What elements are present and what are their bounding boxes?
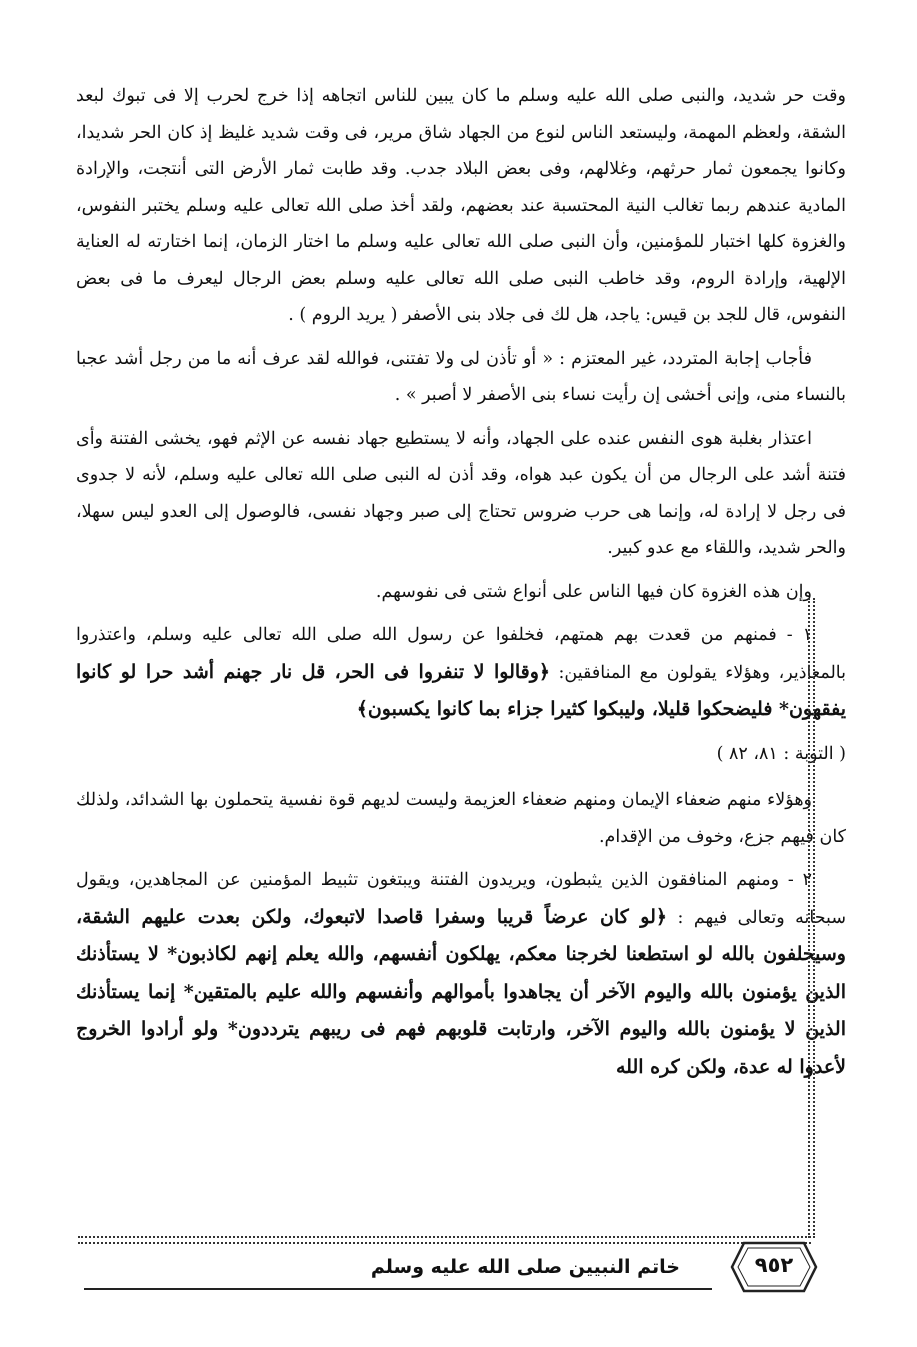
paragraph-intro: ١ - فمنهم من قعدت بهم همتهم، فخلفوا عن رسول الله صلى الله تعالى عليه وسلم، واعتذروا بالمعاذير، وهؤلاء يقولون مع المنافقين: [76, 625, 846, 683]
paragraph: اعتذار بغلبة هوى النفس عنده على الجهاد، وأنه لا يستطيع جهاد نفسه عن الإثم فهو، يخشى الفتنة وأى فتنة أشد على الرجال من أن يكون عبد هواه، وقد أذن له النبى صلى الله تعالى عليه وسلم، لأنه لا جدوى فى رجل لا إرادة له، وإنما هى حرب ضروس تحتاج إلى صبر وجهاد نفسى، فالوصول إلى العدو ليس سهلا، والحر شديد، واللقاء مع عدو كبير. [76, 428, 846, 558]
page-body [76, 78, 846, 1093]
quran-verse: ﴿وقالوا لا تنفروا فى الحر، قل نار جهنم أشد حرا لو كانوا يفقهون* فليضحكوا قليلا، وليبكوا كثيرا جزاء بما كانوا يكسبون﴾ [76, 660, 846, 720]
quran-verse: ﴿لو كان عرضاً قريبا وسفرا قاصدا لاتبعوك، ولكن بعدت عليهم الشقة، وسيحلفون بالله لو استطعنا لخرجنا معكم، يهلكون أنفسهم، والله يعلم إنهم لكاذبون* لا يستأذنك الذين يؤمنون بالله واليوم الآخر أن يجاهدوا بأموالهم وأنفسهم والله عليم بالمتقين* إنما يستأذنك الذين لا يؤمنون بالله واليوم الآخر، وارتابت قلوبهم فهم فى ريبهم يترددون* ولو أرادوا الخروج لأعدوا له عدة، ولكن كره الله [76, 905, 846, 1078]
page-number: ٩٥٢ [754, 1253, 794, 1277]
bottom-border-rule [78, 1236, 811, 1244]
paragraph: وإن هذه الغزوة كان فيها الناس على أنواع شتى فى نفوسهم. [375, 581, 812, 602]
page-number-badge [730, 1239, 818, 1295]
paragraph-intro: ٢ - ومنهم المنافقون الذين يثبطون، ويريدون الفتنة ويبتغون تثبيط المؤمنين عن المجاهدين، ويقول سبحانه وتعالى فيهم : [76, 870, 846, 928]
book-title: خاتم النبيين صلى الله عليه وسلم [370, 1256, 680, 1278]
verse-reference: ( التوبة : ٨١، ٨٢ ) [716, 743, 846, 764]
paragraph: وهؤلاء منهم ضعفاء الإيمان ومنهم ضعفاء العزيمة وليست لديهم قوة نفسية يتحملون بها الشدائد، ولذلك كان فيهم جزع، وخوف من الإقدام. [76, 790, 846, 847]
paragraph-with-verse [76, 617, 846, 729]
footer-underline [84, 1288, 712, 1290]
paragraph: فأجاب إجابة المتردد، غير المعتزم : « أو تأذن لى ولا تفتنى، فوالله لقد عرف أنه ما من رجل أشد عجبا بالنساء منى، وإنى أخشى إن رأيت نساء بنى الأصفر لا أصبر » . [76, 348, 846, 405]
paragraph: وقت حر شديد، والنبى صلى الله عليه وسلم ما كان يبين للناس اتجاهه إذا خرج لحرب إلا فى تبوك لبعد الشقة، ولعظم المهمة، وليستعد الناس لنوع من الجهاد شاق مرير، فى وقت شديد غليظ إذ كان الحر شديدا، وكانوا يجمعون ثمار حرثهم، وغلالهم، وفى بعض البلاد جدب. وقد طابت ثمار الأرض التى أنتجت، والإرادة المادية عندهم ربما تغالب النية المحتسبة عند بعضهم، ولقد أخذ صلى الله تعالى عليه وسلم يختبر النفوس، والغزوة كلها اختبار للمؤمنين، وأن النبى صلى الله تعالى عليه وسلم ما اختار الزمان، إنما اختارته له العناية الإلهية، وإرادة الروم، وقد خاطب النبى صلى الله تعالى عليه وسلم بعض الرجال ليعرف ما فى بعض النفوس، قال للجد بن قيس: ياجد، هل لك فى جلاد بنى الأصفر ( يريد الروم ) . [76, 86, 846, 325]
side-border-rule [808, 598, 815, 1238]
paragraph-with-verse [76, 862, 846, 1086]
